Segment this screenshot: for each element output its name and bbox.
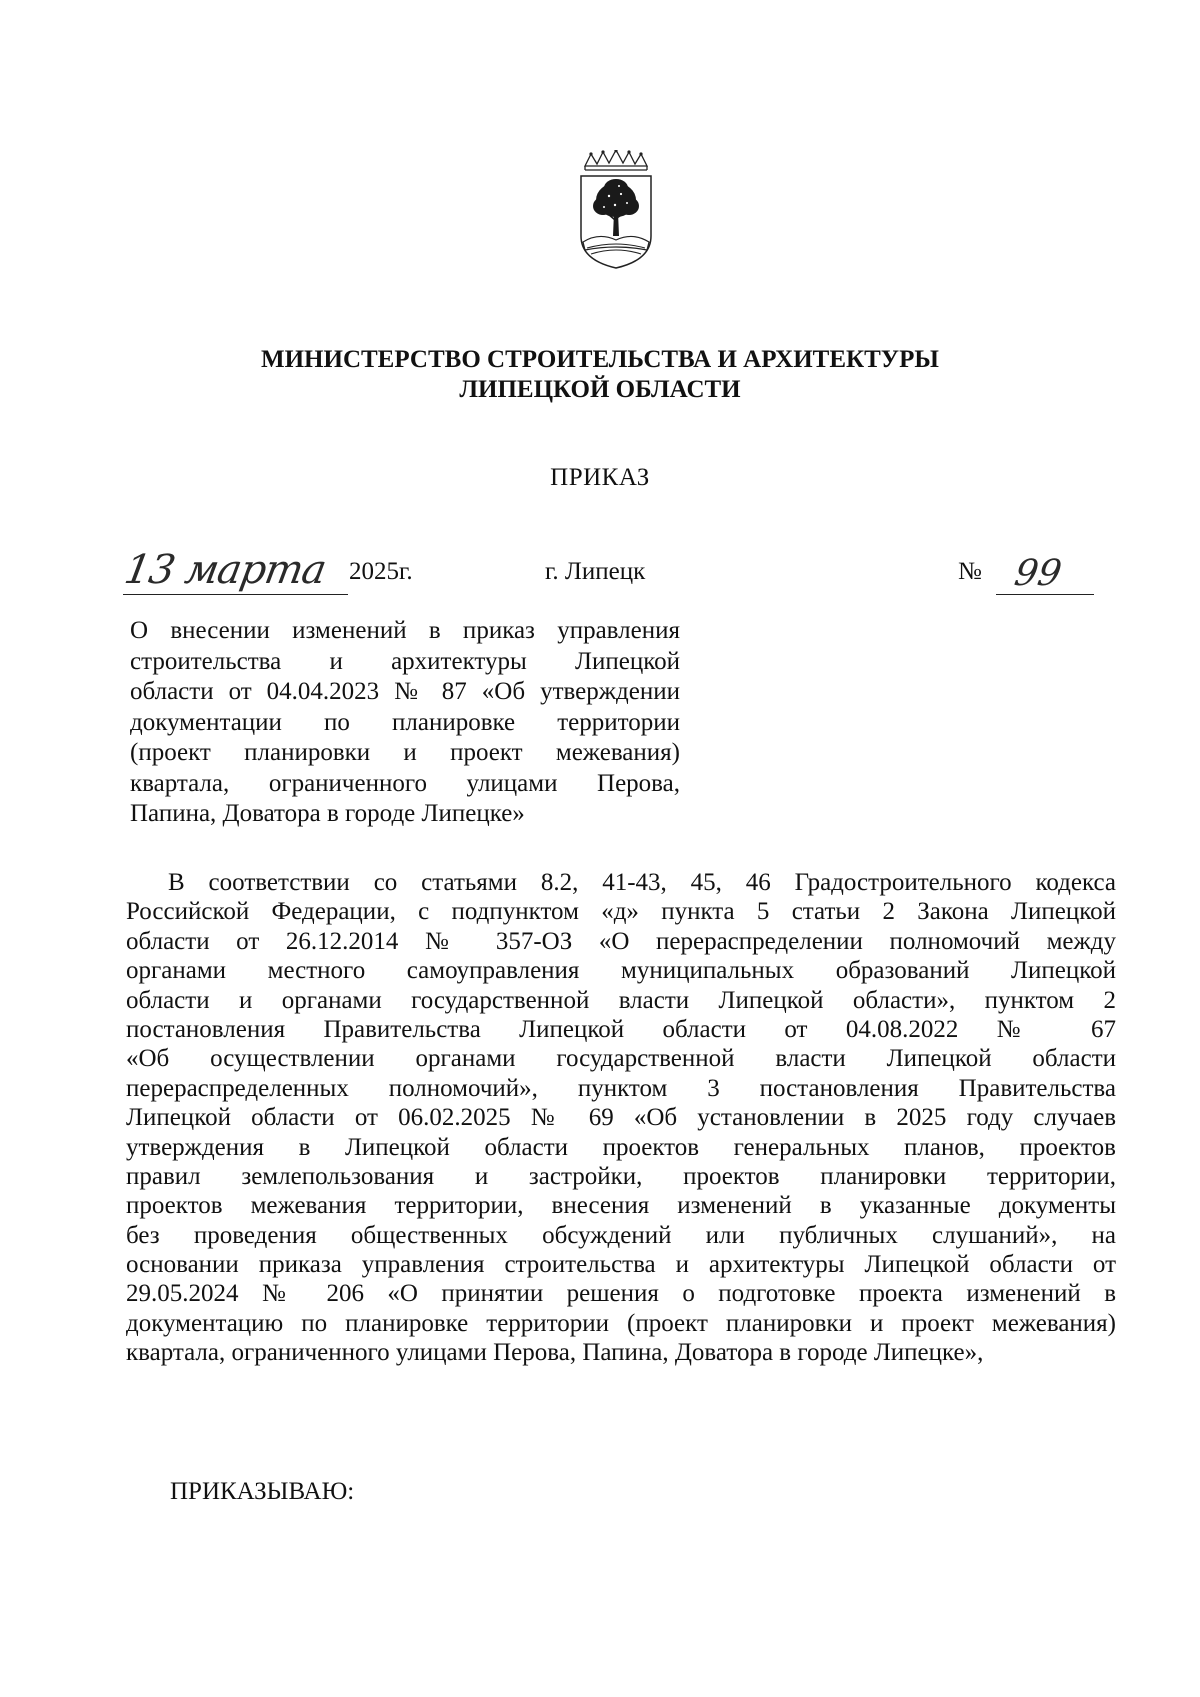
body-line: органами местного самоуправления муниципальных образований Липецкой <box>126 957 1116 985</box>
body-line: проектов межевания территории, внесения изменений в указанные документы <box>126 1192 1116 1220</box>
body-line: области и органами государственной власти Липецкой области», пунктом 2 <box>126 986 1116 1014</box>
subject-line: Папина, Доватора в городе Липецке» <box>130 800 525 827</box>
handwritten-date: 13 марта <box>120 547 330 593</box>
document-type: ПРИКАЗ <box>550 464 650 491</box>
body-line: правил землепользования и застройки, проектов планировки территории, <box>126 1162 1116 1190</box>
body-line: перераспределенных полномочий», пунктом 3 постановления Правительства <box>126 1074 1116 1102</box>
ministry-name-line2: ЛИПЕЦКОЙ ОБЛАСТИ <box>459 376 741 403</box>
body-line: области от 26.12.2014 № 357-ОЗ «О перераспределении полномочий между <box>126 927 1116 955</box>
body-line: постановления Правительства Липецкой области от 04.08.2022 № 67 <box>126 1015 1116 1043</box>
date-year: 2025г. <box>349 558 413 585</box>
body-line: утверждения в Липецкой области проектов генеральных планов, проектов <box>126 1133 1116 1161</box>
order-directive: ПРИКАЗЫВАЮ: <box>170 1478 355 1505</box>
body-line: без проведения общественных обсуждений или публичных слушаний», на <box>126 1221 1116 1249</box>
body-line: В соответствии со статьями 8.2, 41-43, 45, 46 Градостроительного кодекса <box>168 869 1116 896</box>
body-line: Липецкой области от 06.02.2025 № 69 «Об установлении в 2025 году случаев <box>126 1104 1116 1132</box>
subject-line: строительства и архитектуры Липецкой <box>130 647 680 675</box>
preamble-paragraph <box>126 868 1116 1368</box>
body-line: квартала, ограниченного улицами Перова, Папина, Доватора в городе Липецке», <box>126 1339 984 1367</box>
number-sign: № <box>958 558 982 585</box>
city: г. Липецк <box>545 558 646 585</box>
subject-line: области от 04.04.2023 № 87 «Об утверждении <box>130 678 680 705</box>
body-line: документацию по планировке территории (проект планировки и проект межевания) <box>126 1309 1116 1337</box>
subject-line: (проект планировки и проект межевания) <box>130 739 680 766</box>
handwritten-date-field <box>120 547 348 595</box>
order-subject <box>130 616 680 830</box>
lipetsk-coat-of-arms-icon <box>577 150 655 270</box>
body-line: «Об осуществлении органами государственной власти Липецкой области <box>126 1045 1116 1073</box>
handwritten-number: 99 <box>1011 553 1065 594</box>
ministry-name-line1: МИНИСТЕРСТВО СТРОИТЕЛЬСТВА И АРХИТЕКТУРЫ <box>261 346 939 373</box>
subject-line: квартала, ограниченного улицами Перова, <box>130 769 680 797</box>
body-line: основании приказа управления строительства и архитектуры Липецкой области от <box>126 1251 1116 1279</box>
subject-line: О внесении изменений в приказ управления <box>130 617 680 644</box>
body-line: Российской Федерации, с подпунктом «д» пункта 5 статьи 2 Закона Липецкой <box>126 898 1116 926</box>
subject-line: документации по планировке территории <box>130 708 680 736</box>
body-line: 29.05.2024 № 206 «О принятии решения о подготовке проекта изменений в <box>126 1280 1116 1308</box>
handwritten-number-field <box>996 551 1094 595</box>
